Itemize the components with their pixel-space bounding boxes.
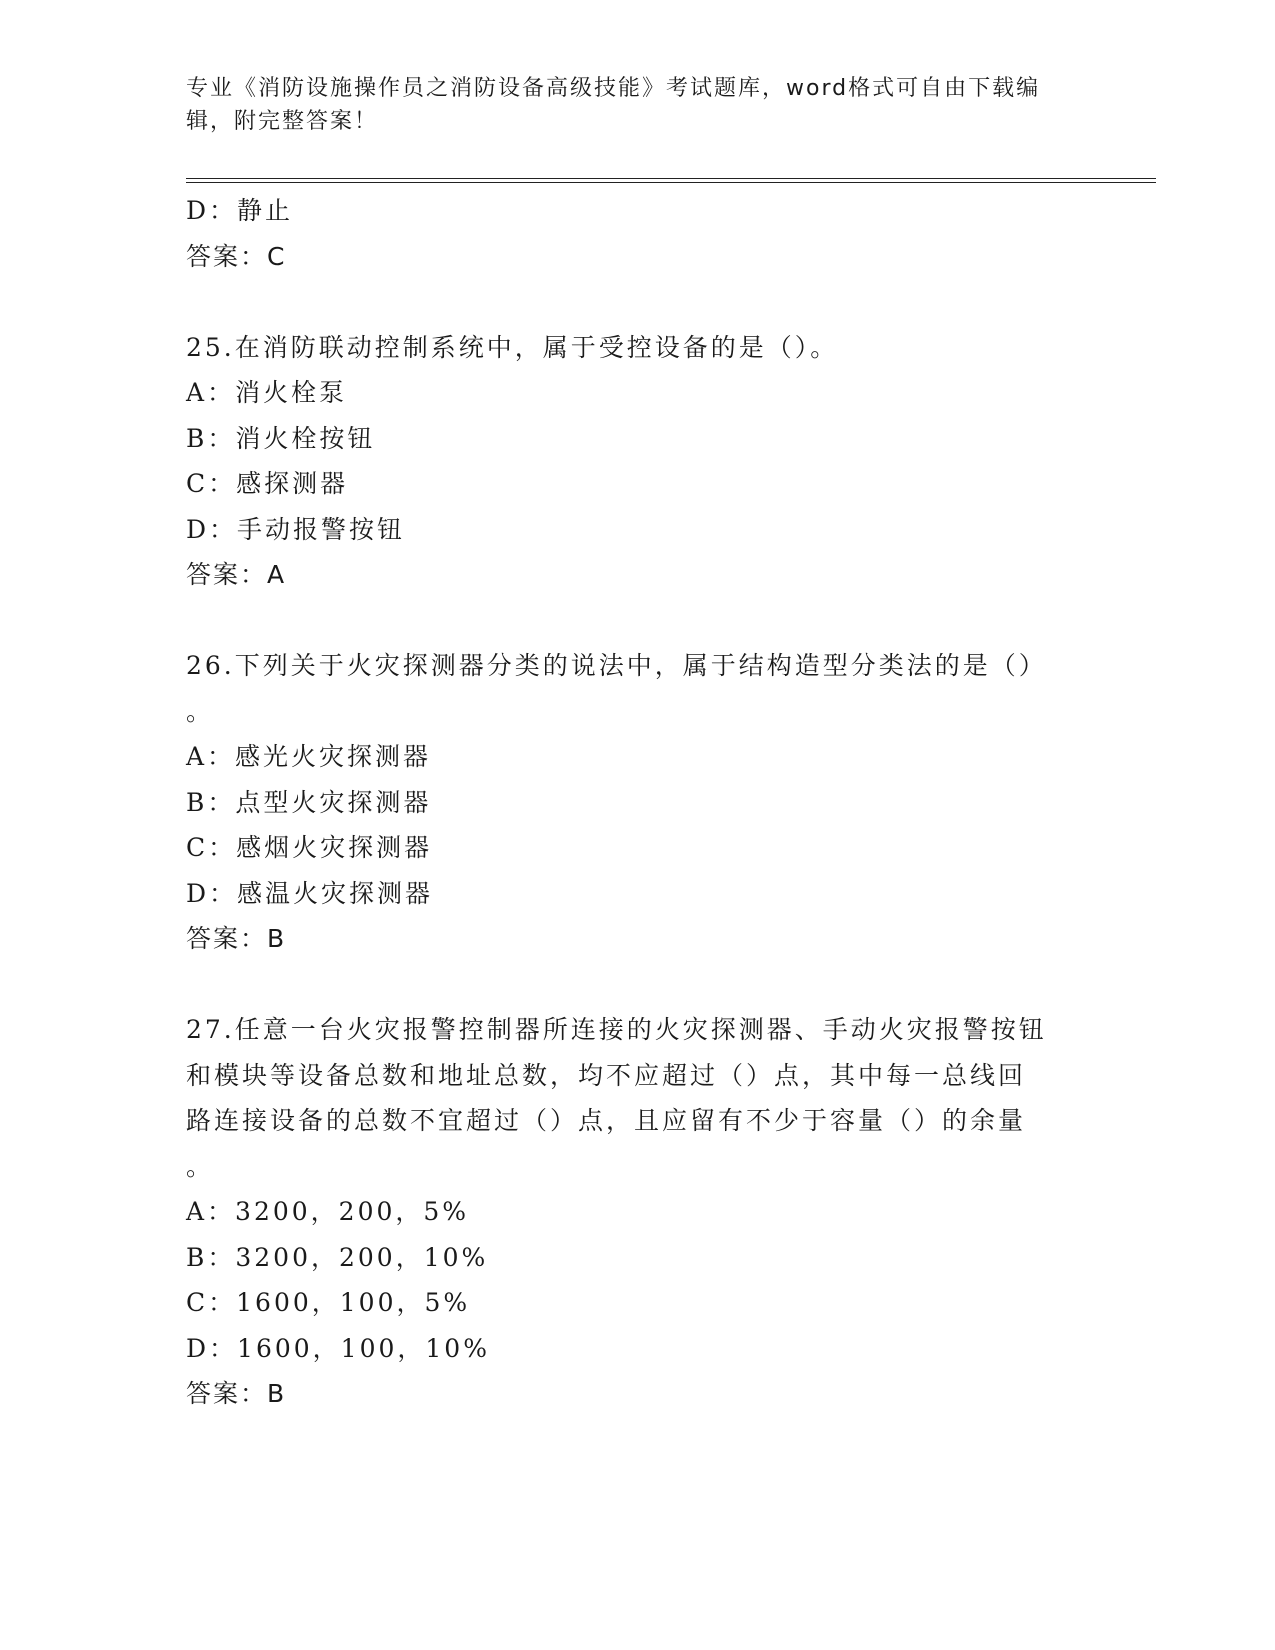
option-d: D：1600，100，10% xyxy=(186,1333,490,1363)
option-a: A：感光火灾探测器 xyxy=(186,742,432,771)
document-header: 专业《消防设施操作员之消防设备高级技能》考试题库，word格式可自由下载编辑，附完整答案！ xyxy=(186,76,1041,134)
option-b: B：消火栓按钮 xyxy=(186,423,376,453)
prev-option-d: D：静止 xyxy=(186,196,294,225)
header-divider-bottom xyxy=(186,182,1156,183)
question-text-continued: 和模块等设备总数和地址总数，均不应超过（）点，其中每一总线回 xyxy=(186,1060,1027,1090)
question-content xyxy=(186,188,1086,1417)
answer: 答案：B xyxy=(186,924,287,953)
question-25 xyxy=(186,325,1086,598)
header-divider-top xyxy=(186,178,1156,179)
question-text: 25.在消防联动控制系统中，属于受控设备的是（）。 xyxy=(186,332,839,362)
option-b: B：3200，200，10% xyxy=(186,1242,489,1272)
spacer xyxy=(186,962,1086,1008)
answer: 答案：B xyxy=(186,1379,287,1408)
question-text-continued: 。 xyxy=(186,696,215,726)
question-text-continued: 。 xyxy=(186,1151,215,1181)
question-text: 26.下列关于火灾探测器分类的说法中，属于结构造型分类法的是（） xyxy=(186,651,1047,680)
option-d: D：感温火灾探测器 xyxy=(186,878,434,908)
option-a: A：消火栓泵 xyxy=(186,378,348,407)
spacer xyxy=(186,279,1086,325)
answer: 答案：A xyxy=(186,560,287,589)
question-text-continued: 路连接设备的总数不宜超过（）点，且应留有不少于容量（）的余量 xyxy=(186,1106,1027,1135)
option-c: C：1600，100，5% xyxy=(186,1288,471,1317)
question-27 xyxy=(186,1007,1086,1417)
spacer xyxy=(186,598,1086,644)
option-b: B：点型火灾探测器 xyxy=(186,787,432,817)
option-d: D：手动报警按钮 xyxy=(186,514,406,544)
question-text: 27.任意一台火灾报警控制器所连接的火灾探测器、手动火灾报警按钮 xyxy=(186,1015,1047,1044)
question-26 xyxy=(186,643,1086,962)
prev-answer: 答案：C xyxy=(186,241,287,271)
option-c: C：感烟火灾探测器 xyxy=(186,833,433,862)
option-a: A：3200，200，5% xyxy=(186,1197,470,1226)
option-c: C：感探测器 xyxy=(186,469,349,498)
